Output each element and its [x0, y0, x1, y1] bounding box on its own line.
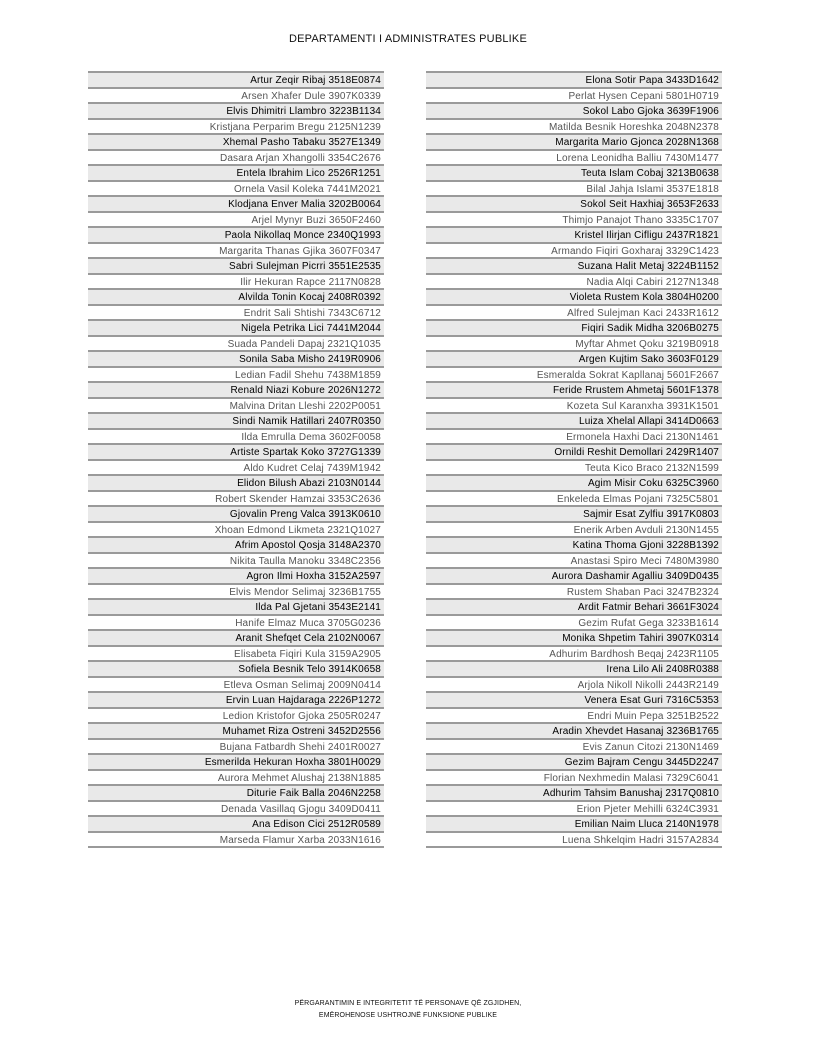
name-row: Ledion Kristofor Gjoka 2505R0247 — [88, 709, 384, 725]
name-row: Luiza Xhelal Allapi 3414D0663 — [426, 414, 722, 430]
name-row: Luena Shkelqim Hadri 3157A2834 — [426, 833, 722, 849]
name-row: Kristel Ilirjan Cifligu 2437R1821 — [426, 228, 722, 244]
name-row: Aranit Shefqet Cela 2102N0067 — [88, 631, 384, 647]
name-row: Elidon Bilush Abazi 2103N0144 — [88, 476, 384, 492]
name-row: Xhoan Edmond Likmeta 2321Q1027 — [88, 523, 384, 539]
name-row: Fiqiri Sadik Midha 3206B0275 — [426, 321, 722, 337]
name-row: Matilda Besnik Horeshka 2048N2378 — [426, 120, 722, 136]
name-row: Agim Misir Coku 6325C3960 — [426, 476, 722, 492]
name-row: Ledian Fadil Shehu 7438M1859 — [88, 368, 384, 384]
name-row: Margarita Thanas Gjika 3607F0347 — [88, 244, 384, 260]
name-row: Alfred Sulejman Kaci 2433R1612 — [426, 306, 722, 322]
name-row: Aldo Kudret Celaj 7439M1942 — [88, 461, 384, 477]
name-row: Aurora Dashamir Agalliu 3409D0435 — [426, 569, 722, 585]
name-row: Aradin Xhevdet Hasanaj 3236B1765 — [426, 724, 722, 740]
name-row: Arsen Xhafer Dule 3907K0339 — [88, 89, 384, 105]
name-row: Renald Niazi Kobure 2026N1272 — [88, 383, 384, 399]
name-row: Elvis Dhimitri Llambro 3223B1134 — [88, 104, 384, 120]
name-row: Argen Kujtim Sako 3603F0129 — [426, 352, 722, 368]
name-row: Hanife Elmaz Muca 3705G0236 — [88, 616, 384, 632]
name-row: Margarita Mario Gjonca 2028N1368 — [426, 135, 722, 151]
name-row: Violeta Rustem Kola 3804H0200 — [426, 290, 722, 306]
name-row: Enerik Arben Avduli 2130N1455 — [426, 523, 722, 539]
name-row: Artiste Spartak Koko 3727G1339 — [88, 445, 384, 461]
name-row: Venera Esat Guri 7316C5353 — [426, 693, 722, 709]
name-row: Ornela Vasil Koleka 7441M2021 — [88, 182, 384, 198]
name-row: Xhemal Pasho Tabaku 3527E1349 — [88, 135, 384, 151]
name-row: Elona Sotir Papa 3433D1642 — [426, 73, 722, 89]
name-row: Klodjana Enver Malia 3202B0064 — [88, 197, 384, 213]
name-row: Ervin Luan Hajdaraga 2226P1272 — [88, 693, 384, 709]
name-row: Sajmir Esat Zylfiu 3917K0803 — [426, 507, 722, 523]
name-row: Marseda Flamur Xarba 2033N1616 — [88, 833, 384, 849]
name-row: Feride Rrustem Ahmetaj 5601F1378 — [426, 383, 722, 399]
name-row: Aurora Mehmet Alushaj 2138N1885 — [88, 771, 384, 787]
name-row: Nigela Petrika Lici 7441M2044 — [88, 321, 384, 337]
name-row: Arjel Mynyr Buzi 3650F2460 — [88, 213, 384, 229]
name-row: Arjola Nikoll Nikolli 2443R2149 — [426, 678, 722, 694]
name-row: Agron Ilmi Hoxha 3152A2597 — [88, 569, 384, 585]
name-row: Elvis Mendor Selimaj 3236B1755 — [88, 585, 384, 601]
name-row: Sofiela Besnik Telo 3914K0658 — [88, 662, 384, 678]
name-row: Emilian Naim Lluca 2140N1978 — [426, 817, 722, 833]
name-row: Rustem Shaban Paci 3247B2324 — [426, 585, 722, 601]
name-row: Etleva Osman Selimaj 2009N0414 — [88, 678, 384, 694]
page-title: DEPARTAMENTI I ADMINISTRATES PUBLIKE — [288, 33, 528, 45]
name-row: Myftar Ahmet Qoku 3219B0918 — [426, 337, 722, 353]
name-row: Artur Zeqir Ribaj 3518E0874 — [88, 73, 384, 89]
name-row: Suzana Halit Metaj 3224B1152 — [426, 259, 722, 275]
name-row: Endri Muin Pepa 3251B2522 — [426, 709, 722, 725]
name-row: Monika Shpetim Tahiri 3907K0314 — [426, 631, 722, 647]
name-row: Nikita Taulla Manoku 3348C2356 — [88, 554, 384, 570]
name-row: Florian Nexhmedin Malasi 7329C6041 — [426, 771, 722, 787]
name-row: Gezim Bajram Cengu 3445D2247 — [426, 755, 722, 771]
name-row: Bilal Jahja Islami 3537E1818 — [426, 182, 722, 198]
name-row: Ornildi Reshit Demollari 2429R1407 — [426, 445, 722, 461]
name-row: Anastasi Spiro Meci 7480M3980 — [426, 554, 722, 570]
name-row: Gezim Rufat Gega 3233B1614 — [426, 616, 722, 632]
name-row: Robert Skender Hamzai 3353C2636 — [88, 492, 384, 508]
name-row: Sokol Labo Gjoka 3639F1906 — [426, 104, 722, 120]
name-row: Erion Pjeter Mehilli 6324C3931 — [426, 802, 722, 818]
name-row: Irena Lilo Ali 2408R0388 — [426, 662, 722, 678]
right-name-column — [426, 71, 722, 848]
name-row: Paola Nikollaq Monce 2340Q1993 — [88, 228, 384, 244]
name-row: Elisabeta Fiqiri Kula 3159A2905 — [88, 647, 384, 663]
name-row: Sabri Sulejman Picrri 3551E2535 — [88, 259, 384, 275]
name-row: Dasara Arjan Xhangolli 3354C2676 — [88, 151, 384, 167]
name-row: Perlat Hysen Cepani 5801H0719 — [426, 89, 722, 105]
name-row: Adhurim Tahsim Banushaj 2317Q0810 — [426, 786, 722, 802]
name-row: Esmeralda Sokrat Kapllanaj 5601F2667 — [426, 368, 722, 384]
name-row: Afrim Apostol Qosja 3148A2370 — [88, 538, 384, 554]
name-row: Ilda Pal Gjetani 3543E2141 — [88, 600, 384, 616]
name-row: Teuta Kico Braco 2132N1599 — [426, 461, 722, 477]
name-row: Teuta Islam Cobaj 3213B0638 — [426, 166, 722, 182]
name-row: Thimjo Panajot Thano 3335C1707 — [426, 213, 722, 229]
name-row: Alvilda Tonin Kocaj 2408R0392 — [88, 290, 384, 306]
name-row: Denada Vasillaq Gjogu 3409D0411 — [88, 802, 384, 818]
name-row: Ilda Emrulla Dema 3602F0058 — [88, 430, 384, 446]
name-row: Diturie Faik Balla 2046N2258 — [88, 786, 384, 802]
name-row: Sokol Seit Haxhiaj 3653F2633 — [426, 197, 722, 213]
name-row: Ardit Fatmir Behari 3661F3024 — [426, 600, 722, 616]
name-row: Ilir Hekuran Rapce 2117N0828 — [88, 275, 384, 291]
name-row: Sonila Saba Misho 2419R0906 — [88, 352, 384, 368]
name-row: Armando Fiqiri Goxharaj 3329C1423 — [426, 244, 722, 260]
name-row: Evis Zanun Citozi 2130N1469 — [426, 740, 722, 756]
name-row: Endrit Sali Shtishi 7343C6712 — [88, 306, 384, 322]
name-row: Sindi Namik Hatillari 2407R0350 — [88, 414, 384, 430]
name-row: Katina Thoma Gjoni 3228B1392 — [426, 538, 722, 554]
page-footer — [0, 998, 816, 1022]
name-row: Adhurim Bardhosh Beqaj 2423R1105 — [426, 647, 722, 663]
footer-line-1: PËRGARANTIMIN E INTEGRITETIT TË PERSONAVE QË ZGJIDHEN, — [294, 1000, 522, 1007]
name-row: Kozeta Sul Karanxha 3931K1501 — [426, 399, 722, 415]
name-row: Lorena Leonidha Balliu 7430M1477 — [426, 151, 722, 167]
left-name-column — [88, 71, 384, 848]
name-row: Ana Edison Cici 2512R0589 — [88, 817, 384, 833]
name-row: Enkeleda Elmas Pojani 7325C5801 — [426, 492, 722, 508]
name-row: Suada Pandeli Dapaj 2321Q1035 — [88, 337, 384, 353]
footer-line-2: EMËROHENOSE USHTROJNË FUNKSIONE PUBLIKE — [318, 1012, 498, 1019]
name-row: Nadia Alqi Cabiri 2127N1348 — [426, 275, 722, 291]
name-row: Muhamet Riza Ostreni 3452D2556 — [88, 724, 384, 740]
name-row: Kristjana Perparim Bregu 2125N1239 — [88, 120, 384, 136]
name-row: Gjovalin Preng Valca 3913K0610 — [88, 507, 384, 523]
name-row: Entela Ibrahim Lico 2526R1251 — [88, 166, 384, 182]
name-row: Malvina Dritan Lleshi 2202P0051 — [88, 399, 384, 415]
name-row: Esmerilda Hekuran Hoxha 3801H0029 — [88, 755, 384, 771]
name-row: Bujana Fatbardh Shehi 2401R0027 — [88, 740, 384, 756]
name-row: Ermonela Haxhi Daci 2130N1461 — [426, 430, 722, 446]
